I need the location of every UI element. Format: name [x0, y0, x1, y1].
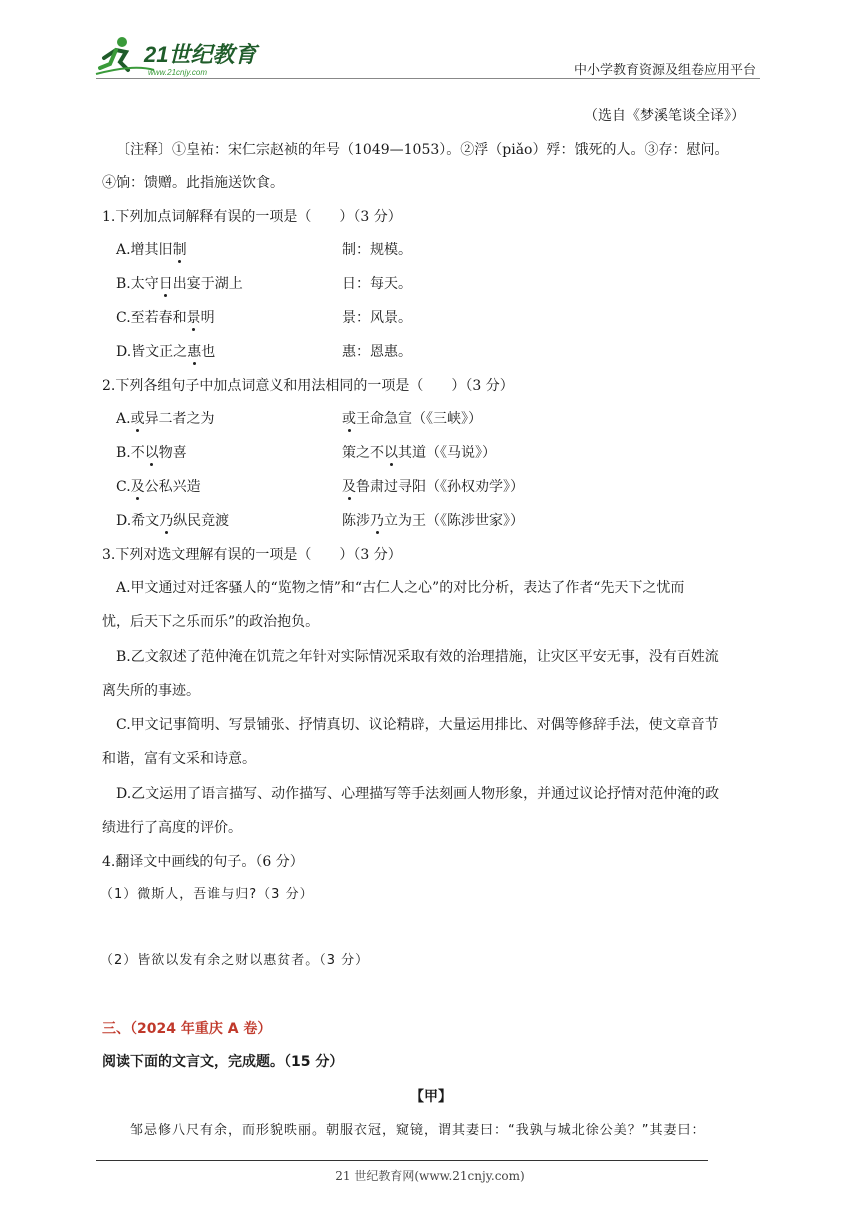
- q1-stem: 1.下列加点词解释有误的一项是（ ）（3 分）: [102, 209, 402, 225]
- q3-option-a-line1: A.甲文通过对迁客骚人的“览物之情”和“古仁人之心”的对比分析，表达了作者“先天下之忧而: [116, 580, 685, 596]
- q1-option-b: B.太守日出宴于湖上 日：每天。: [116, 276, 412, 292]
- platform-name: 中小学教育资源及组卷应用平台: [573, 63, 756, 78]
- q3-option-b-line2: 离失所的事迹。: [102, 683, 200, 699]
- notes-line-2: ④饷：馈赠。此指施送饮食。: [102, 175, 284, 191]
- source-citation: （选自《梦溪笔谈全译》）: [584, 108, 745, 124]
- q1-option-a: A.增其旧制 制：规模。: [116, 242, 412, 258]
- q3-option-a-line2: 忧，后天下之乐而乐”的政治抱负。: [102, 614, 320, 630]
- q1-option-c: C.至若春和景明 景：风景。: [116, 310, 412, 326]
- site-logo: [94, 34, 264, 80]
- section-3-title: 三、（2024 年重庆 A 卷）: [102, 1021, 272, 1037]
- q3-option-b-line1: B.乙文叙述了范仲淹在饥荒之年针对实际情况采取有效的治理措施，让灾区平安无事，没有百姓流: [116, 649, 719, 665]
- q2-option-c: C.及公私兴造 及鲁肃过寻阳（《孙权劝学》）: [116, 479, 524, 495]
- q4-sentence-1: （1）微斯人，吾谁与归?（3 分）: [100, 887, 314, 902]
- header-divider: [96, 78, 760, 79]
- svg-text:www.21cnjy.com: www.21cnjy.com: [148, 68, 207, 77]
- q3-option-d-line1: D.乙文运用了语言描写、动作描写、心理描写等手法刻画人物形象，并通过议论抒情对范仲淹的政: [116, 786, 720, 802]
- section-3-instruction: 阅读下面的文言文，完成题。（15 分）: [102, 1054, 344, 1070]
- q2-stem: 2.下列各组句子中加点词意义和用法相同的一项是（ ）（3 分）: [102, 378, 514, 394]
- q4-stem: 4.翻译文中画线的句子。（6 分）: [102, 854, 304, 870]
- q3-option-c-line1: C.甲文记事简明、写景铺张、抒情真切、议论精辟，大量运用排比、对偶等修辞手法，使文章音节: [116, 717, 719, 733]
- q2-option-a: A.或异二者之为 或王命急宣（《三峡》）: [116, 411, 482, 427]
- q3-stem: 3.下列对选文理解有误的一项是（ ）（3 分）: [102, 547, 402, 563]
- q4-sentence-2: （2）皆欲以发有余之财以惠贫者。（3 分）: [100, 953, 370, 968]
- footer-divider: [96, 1160, 708, 1161]
- q3-option-c-line2: 和谐，富有文采和诗意。: [102, 751, 256, 767]
- q2-option-d: D.希文乃纵民竞渡 陈涉乃立为王（《陈涉世家》）: [116, 513, 524, 529]
- svg-text:21世纪教育: 21世纪教育: [144, 42, 257, 67]
- passage-jia-text: 邹忌修八尺有余，而形貌昳丽。朝服衣冠，窥镜，谓其妻曰：“我孰与城北徐公美？”其妻曰：: [130, 1123, 706, 1138]
- q2-option-b: B.不以物喜 策之不以其道（《马说》）: [116, 445, 496, 461]
- q1-option-d: D.皆文正之惠也 惠：恩惠。: [116, 344, 412, 360]
- runner-logo-icon: [94, 34, 264, 80]
- passage-jia-label: 【甲】: [410, 1089, 452, 1105]
- notes-line-1: 〔注释〕①皇祐：宋仁宗赵祯的年号（1049—1053）。②浮（piǎo）殍：饿死的人。③存：慰问。: [116, 142, 729, 158]
- q3-option-d-line2: 绩进行了高度的评价。: [102, 820, 242, 836]
- footer-text: 21 世纪教育网(www.21cnjy.com): [335, 1169, 525, 1183]
